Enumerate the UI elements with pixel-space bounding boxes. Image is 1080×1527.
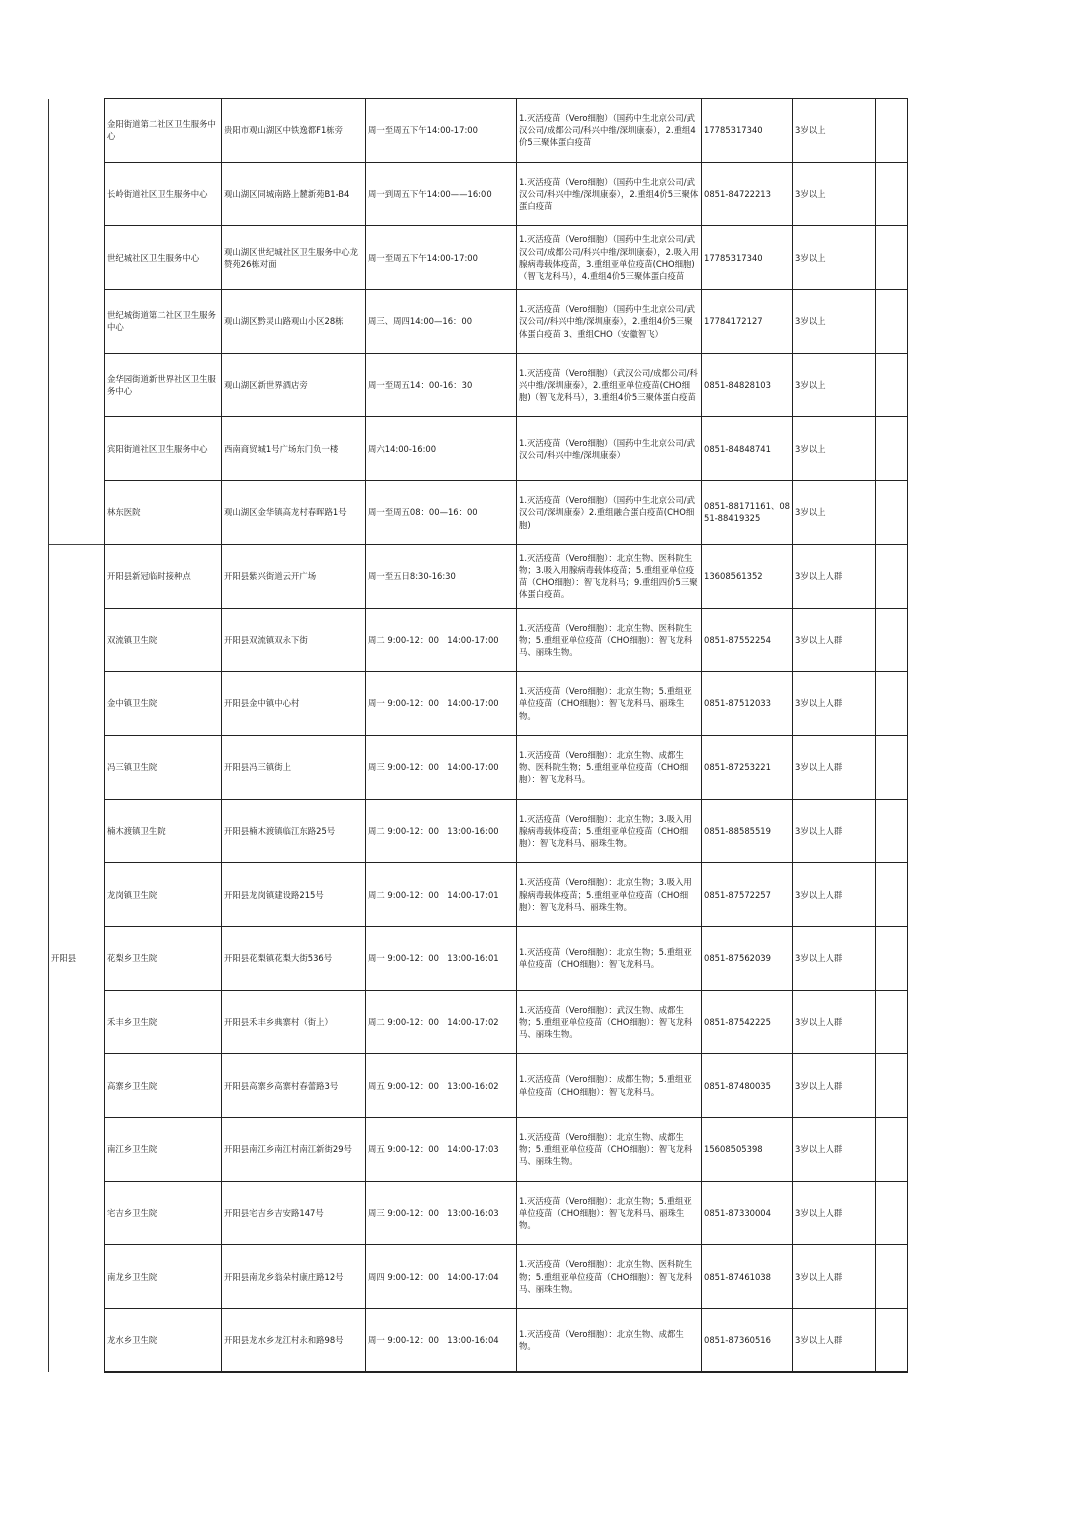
address-cell: 开阳县禾丰乡典寨村（街上） <box>222 990 366 1054</box>
site-name-cell: 楠木渡镇卫生院 <box>105 799 222 863</box>
table-row <box>49 226 908 290</box>
phone-cell: 0851-87461038 <box>702 1245 793 1309</box>
address-cell: 开阳县冯三镇街上 <box>222 735 366 799</box>
phone-cell: 0851-88171161、0851-88419325 <box>702 481 793 545</box>
vaccine-cell: 1.灭活疫苗（Vero细胞）：北京生物、医科院生物；5.重组亚单位疫苗（CHO细胞）：智飞龙科马、丽珠生物。 <box>517 1245 702 1309</box>
age-cell: 3岁以上人群 <box>793 735 876 799</box>
vaccine-cell: 1.灭活疫苗（Vero细胞）：北京生物；5.重组亚单位疫苗（CHO细胞）：智飞龙科马、丽珠生物。 <box>517 1181 702 1245</box>
vaccine-cell: 1.灭活疫苗（Vero细胞）（国药中生北京公司/武汉公司/深圳康泰）2.重组融合蛋白疫苗(CHO细胞) <box>517 481 702 545</box>
hours-cell: 周六14:00-16:00 <box>366 417 517 481</box>
vaccine-cell: 1.灭活疫苗（Vero细胞）（武汉公司/成都公司/科兴中维/深圳康泰），2.重组亚单位疫苗(CHO细胞)（智飞龙科马），3.重组4价5三聚体蛋白疫苗 <box>517 353 702 417</box>
address-cell: 西南商贸城1号广场东门负一楼 <box>222 417 366 481</box>
age-cell: 3岁以上人群 <box>793 1181 876 1245</box>
vaccine-cell: 1.灭活疫苗（Vero细胞）：北京生物；5.重组亚单位疫苗（CHO细胞）：智飞龙科马、丽珠生物。 <box>517 672 702 736</box>
hours-cell: 周二 9:00-12：00 14:00-17:02 <box>366 990 517 1054</box>
site-name-cell: 宾阳街道社区卫生服务中心 <box>105 417 222 481</box>
address-cell: 开阳县南江乡南江村南江新街29号 <box>222 1118 366 1182</box>
phone-cell: 17785317340 <box>702 99 793 163</box>
age-cell: 3岁以上 <box>793 417 876 481</box>
site-name-cell: 双流镇卫生院 <box>105 608 222 672</box>
vaccine-cell: 1.灭活疫苗（Vero细胞）（国药中生北京公司/武汉公司/成都公司/科兴中维/深圳康泰），2.吸入用腺病毒载体疫苗，3.重组亚单位疫苗(CHO细胞)（智飞龙科马），4.重组4价5三聚体蛋白疫苗 <box>517 226 702 290</box>
site-name-cell: 林东医院 <box>105 481 222 545</box>
phone-cell: 0851-84848741 <box>702 417 793 481</box>
age-cell: 3岁以上 <box>793 290 876 354</box>
phone-cell: 0851-87552254 <box>702 608 793 672</box>
vaccine-cell: 1.灭活疫苗（Vero细胞）：北京生物、医科院生物；5.重组亚单位疫苗（CHO细胞）：智飞龙科马、丽珠生物。 <box>517 608 702 672</box>
note-cell <box>876 290 908 354</box>
phone-cell: 0851-87330004 <box>702 1181 793 1245</box>
note-cell <box>876 863 908 927</box>
site-name-cell: 金华园街道新世界社区卫生服务中心 <box>105 353 222 417</box>
phone-cell: 15608505398 <box>702 1118 793 1182</box>
table-row <box>49 863 908 927</box>
phone-cell: 0851-87253221 <box>702 735 793 799</box>
table-row <box>49 162 908 226</box>
site-name-cell: 金中镇卫生院 <box>105 672 222 736</box>
site-name-cell: 世纪城街道第二社区卫生服务中心 <box>105 290 222 354</box>
vaccine-cell: 1.灭活疫苗（Vero细胞）（国药中生北京公司/武汉公司//科兴中维/深圳康泰），2.重组4价5三聚体蛋白疫苗 3、重组CHO（安徽智飞） <box>517 290 702 354</box>
table-row <box>49 481 908 545</box>
address-cell: 开阳县紫兴街道云开广场 <box>222 544 366 608</box>
site-name-cell: 世纪城社区卫生服务中心 <box>105 226 222 290</box>
age-cell: 3岁以上人群 <box>793 990 876 1054</box>
age-cell: 3岁以上人群 <box>793 1245 876 1309</box>
site-name-cell: 龙水乡卫生院 <box>105 1309 222 1373</box>
vaccination-sites-table <box>48 98 908 1373</box>
vaccine-cell: 1.灭活疫苗（Vero细胞）（国药中生北京公司/武汉公司/成都公司/科兴中维/深圳康泰），2.重组4价5三聚体蛋白疫苗 <box>517 99 702 163</box>
site-name-cell: 开阳县新冠临时接种点 <box>105 544 222 608</box>
district-cell <box>49 99 105 545</box>
address-cell: 观山湖区金华镇高龙村春晖路1号 <box>222 481 366 545</box>
note-cell <box>876 1118 908 1182</box>
phone-cell: 0851-84722213 <box>702 162 793 226</box>
phone-cell: 0851-87512033 <box>702 672 793 736</box>
table-row <box>49 926 908 990</box>
table-row <box>49 1309 908 1373</box>
site-name-cell: 冯三镇卫生院 <box>105 735 222 799</box>
age-cell: 3岁以上人群 <box>793 1118 876 1182</box>
phone-cell: 17784172127 <box>702 290 793 354</box>
vaccine-cell: 1.灭活疫苗（Vero细胞）：北京生物、成都生物；5.重组亚单位疫苗（CHO细胞）：智飞龙科马、丽珠生物。 <box>517 1118 702 1182</box>
age-cell: 3岁以上人群 <box>793 1309 876 1373</box>
vaccine-cell: 1.灭活疫苗（Vero细胞）：北京生物、成都生物、医科院生物；5.重组亚单位疫苗（CHO细胞）：智飞龙科马。 <box>517 735 702 799</box>
table-row <box>49 1245 908 1309</box>
site-name-cell: 长岭街道社区卫生服务中心 <box>105 162 222 226</box>
vaccine-cell: 1.灭活疫苗（Vero细胞）：北京生物；5.重组亚单位疫苗（CHO细胞）：智飞龙科马。 <box>517 926 702 990</box>
age-cell: 3岁以上人群 <box>793 863 876 927</box>
hours-cell: 周五 9:00-12：00 13:00-16:02 <box>366 1054 517 1118</box>
hours-cell: 周一至五日8:30-16:30 <box>366 544 517 608</box>
site-name-cell: 禾丰乡卫生院 <box>105 990 222 1054</box>
address-cell: 开阳县南龙乡翁朵村康庄路12号 <box>222 1245 366 1309</box>
address-cell: 开阳县金中镇中心村 <box>222 672 366 736</box>
note-cell <box>876 799 908 863</box>
age-cell: 3岁以上人群 <box>793 926 876 990</box>
table-row <box>49 608 908 672</box>
site-name-cell: 宅吉乡卫生院 <box>105 1181 222 1245</box>
address-cell: 观山湖区世纪城社区卫生服务中心龙赞苑26栋对面 <box>222 226 366 290</box>
address-cell: 贵阳市观山湖区中铁逸都F1栋旁 <box>222 99 366 163</box>
note-cell <box>876 481 908 545</box>
phone-cell: 0851-84828103 <box>702 353 793 417</box>
age-cell: 3岁以上人群 <box>793 672 876 736</box>
table-row <box>49 99 908 163</box>
age-cell: 3岁以上 <box>793 481 876 545</box>
address-cell: 开阳县龙水乡龙江村永和路98号 <box>222 1309 366 1373</box>
age-cell: 3岁以上 <box>793 162 876 226</box>
site-name-cell: 南龙乡卫生院 <box>105 1245 222 1309</box>
table-row <box>49 290 908 354</box>
hours-cell: 周二 9:00-12：00 14:00-17:00 <box>366 608 517 672</box>
vaccine-cell: 1.灭活疫苗（Vero细胞）：北京生物；3.吸入用腺病毒载体疫苗；5.重组亚单位疫苗（CHO细胞）：智飞龙科马、丽珠生物。 <box>517 863 702 927</box>
hours-cell: 周三 9:00-12：00 14:00-17:00 <box>366 735 517 799</box>
note-cell <box>876 1181 908 1245</box>
note-cell <box>876 735 908 799</box>
hours-cell: 周一至周五08：00—16：00 <box>366 481 517 545</box>
note-cell <box>876 162 908 226</box>
phone-cell: 0851-87562039 <box>702 926 793 990</box>
vaccine-cell: 1.灭活疫苗（Vero细胞）（国药中生北京公司/武汉公司/科兴中维/深圳康泰） <box>517 417 702 481</box>
note-cell <box>876 926 908 990</box>
address-cell: 观山湖区黔灵山路观山小区28栋 <box>222 290 366 354</box>
site-name-cell: 花梨乡卫生院 <box>105 926 222 990</box>
note-cell <box>876 544 908 608</box>
phone-cell: 0851-87572257 <box>702 863 793 927</box>
vaccine-cell: 1.灭活疫苗（Vero细胞）（国药中生北京公司/武汉公司/科兴中维/深圳康泰），2.重组4价5三聚体蛋白疫苗 <box>517 162 702 226</box>
age-cell: 3岁以上人群 <box>793 608 876 672</box>
vaccine-cell: 1.灭活疫苗（Vero细胞）：成都生物；5.重组亚单位疫苗（CHO细胞）：智飞龙科马。 <box>517 1054 702 1118</box>
note-cell <box>876 226 908 290</box>
address-cell: 开阳县高寨乡高寨村春蕾路3号 <box>222 1054 366 1118</box>
note-cell <box>876 417 908 481</box>
hours-cell: 周一 9:00-12：00 13:00-16:04 <box>366 1309 517 1373</box>
table-row <box>49 735 908 799</box>
table-row <box>49 1181 908 1245</box>
address-cell: 观山湖区同城南路上麓新苑B1-B4 <box>222 162 366 226</box>
address-cell: 开阳县宅吉乡吉安路147号 <box>222 1181 366 1245</box>
hours-cell: 周一至周五14：00-16：30 <box>366 353 517 417</box>
table-row <box>49 544 908 608</box>
hours-cell: 周三、周四14:00—16：00 <box>366 290 517 354</box>
age-cell: 3岁以上 <box>793 226 876 290</box>
site-name-cell: 金阳街道第二社区卫生服务中心 <box>105 99 222 163</box>
note-cell <box>876 99 908 163</box>
table-row <box>49 672 908 736</box>
phone-cell: 0851-87480035 <box>702 1054 793 1118</box>
address-cell: 开阳县花梨镇花梨大街536号 <box>222 926 366 990</box>
hours-cell: 周一至周五下午14:00-17:00 <box>366 226 517 290</box>
address-cell: 观山湖区新世界酒店旁 <box>222 353 366 417</box>
hours-cell: 周二 9:00-12：00 14:00-17:01 <box>366 863 517 927</box>
age-cell: 3岁以上人群 <box>793 544 876 608</box>
phone-cell: 0851-87542225 <box>702 990 793 1054</box>
note-cell <box>876 353 908 417</box>
note-cell <box>876 1054 908 1118</box>
hours-cell: 周五 9:00-12：00 14:00-17:03 <box>366 1118 517 1182</box>
note-cell <box>876 1245 908 1309</box>
note-cell <box>876 990 908 1054</box>
vaccine-cell: 1.灭活疫苗（Vero细胞）：北京生物；3.吸入用腺病毒载体疫苗；5.重组亚单位疫苗（CHO细胞）：智飞龙科马、丽珠生物。 <box>517 799 702 863</box>
vaccine-cell: 1.灭活疫苗（Vero细胞）：北京生物、成都生物。 <box>517 1309 702 1373</box>
table-row <box>49 799 908 863</box>
hours-cell: 周一 9:00-12：00 14:00-17:00 <box>366 672 517 736</box>
table-row <box>49 353 908 417</box>
address-cell: 开阳县龙岗镇建设路215号 <box>222 863 366 927</box>
address-cell: 开阳县双流镇双永下街 <box>222 608 366 672</box>
table-row <box>49 990 908 1054</box>
site-name-cell: 高寨乡卫生院 <box>105 1054 222 1118</box>
hours-cell: 周四 9:00-12：00 14:00-17:04 <box>366 1245 517 1309</box>
phone-cell: 0851-87360516 <box>702 1309 793 1373</box>
age-cell: 3岁以上人群 <box>793 799 876 863</box>
hours-cell: 周三 9:00-12：00 13:00-16:03 <box>366 1181 517 1245</box>
phone-cell: 0851-88585519 <box>702 799 793 863</box>
hours-cell: 周二 9:00-12：00 13:00-16:00 <box>366 799 517 863</box>
table-row <box>49 1118 908 1182</box>
district-cell: 开阳县 <box>49 544 105 1372</box>
table-row <box>49 1054 908 1118</box>
table-body <box>49 99 908 1373</box>
hours-cell: 周一至周五下午14:00-17:00 <box>366 99 517 163</box>
address-cell: 开阳县楠木渡镇临江东路25号 <box>222 799 366 863</box>
note-cell <box>876 608 908 672</box>
hours-cell: 周一 9:00-12：00 13:00-16:01 <box>366 926 517 990</box>
phone-cell: 13608561352 <box>702 544 793 608</box>
hours-cell: 周一到周五下午14:00——16:00 <box>366 162 517 226</box>
site-name-cell: 龙岗镇卫生院 <box>105 863 222 927</box>
age-cell: 3岁以上 <box>793 353 876 417</box>
note-cell <box>876 672 908 736</box>
vaccine-cell: 1.灭活疫苗（Vero细胞）：北京生物、医科院生物；3.吸入用腺病毒载体疫苗；5.重组亚单位疫苗（CHO细胞）：智飞龙科马；9.重组四价5三聚体蛋白疫苗。 <box>517 544 702 608</box>
age-cell: 3岁以上人群 <box>793 1054 876 1118</box>
phone-cell: 17785317340 <box>702 226 793 290</box>
age-cell: 3岁以上 <box>793 99 876 163</box>
vaccine-cell: 1.灭活疫苗（Vero细胞）：武汉生物、成都生物；5.重组亚单位疫苗（CHO细胞）：智飞龙科马、丽珠生物。 <box>517 990 702 1054</box>
table-row <box>49 417 908 481</box>
site-name-cell: 南江乡卫生院 <box>105 1118 222 1182</box>
note-cell <box>876 1309 908 1373</box>
